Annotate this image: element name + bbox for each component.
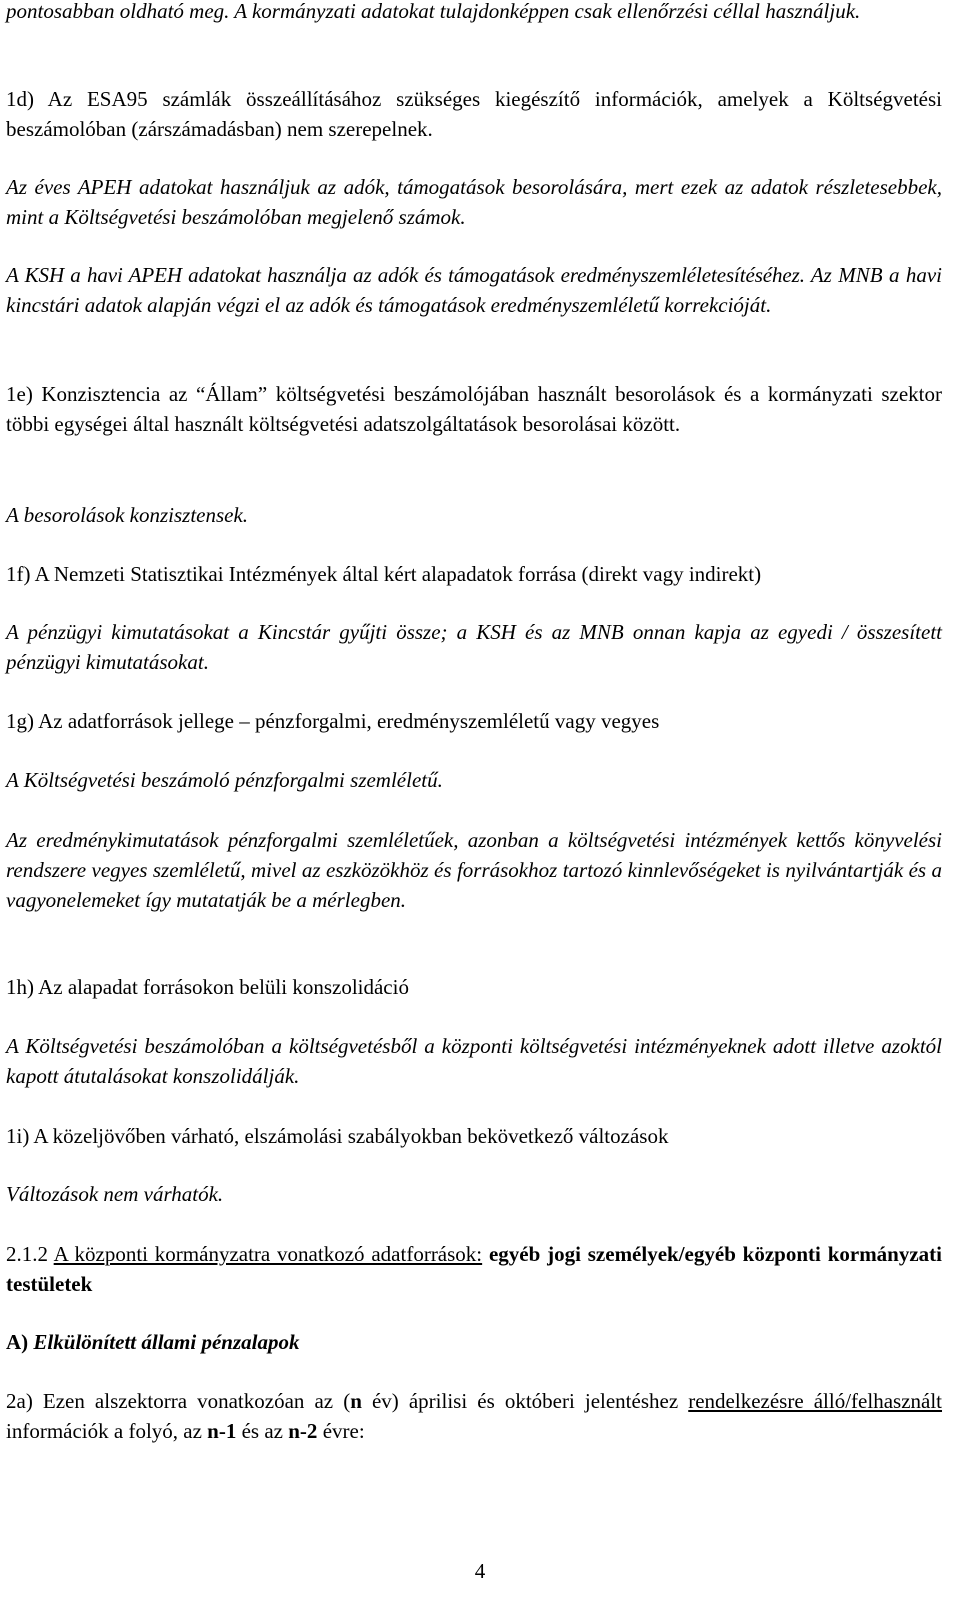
heading-A-label: A) <box>6 1330 34 1354</box>
ksh-sentence: A KSH a havi APEH adatokat használja az adók és támogatások eredményszemléletesítéséhez. <box>6 263 805 287</box>
page-number: 4 <box>474 1559 486 1583</box>
mnb-sentence: Az MNB a havi kincstári adatok alapján végzi el az adók és támogatások eredményszemléletű korrekcióját. <box>6 263 942 317</box>
p2a-n2: n-2 <box>288 1419 318 1443</box>
paragraph-valtozasok: Változások nem várhatók. <box>6 1182 224 1206</box>
paragraph-apeh: Az éves APEH adatokat használjuk az adók, támogatások besorolására, mert ezek az adatok részletesebbek, mint a Költségvetési beszámolóban megjelenő számok. <box>6 175 942 229</box>
paragraph-ksh <box>6 260 942 320</box>
p2a-text-4: és az <box>236 1419 289 1443</box>
paragraph-1h: 1h) Az alapadat forrásokon belüli konszolidáció <box>6 975 409 999</box>
paragraph-2a <box>6 1386 942 1446</box>
paragraph-besorolasok: A besorolások konzisztensek. <box>6 503 249 527</box>
paragraph-1i: 1i) A közeljövőben várható, elszámolási szabályokban bekövetkező változások <box>6 1124 669 1148</box>
paragraph-1g: 1g) Az adatforrások jellege – pénzforgalmi, eredményszemléletű vagy vegyes <box>6 709 660 733</box>
section-underlined-title: A központi kormányzatra vonatkozó adatforrások: <box>53 1242 483 1266</box>
section-number: 2.1.2 <box>6 1242 54 1266</box>
section-bold-title: egyéb jogi személyek/egyéb központi kormányzati testületek <box>6 1242 943 1296</box>
heading-2-1-2 <box>6 1239 942 1299</box>
p2a-text-3: információk a folyó, az <box>6 1419 208 1443</box>
paragraph-koltsegvetesi: A Költségvetési beszámoló pénzforgalmi szemléletű. <box>6 768 443 792</box>
paragraph-1f: 1f) A Nemzeti Statisztikai Intézmények által kért alapadatok forrása (direkt vagy indirekt) <box>6 562 762 586</box>
paragraph-1e: 1e) Konzisztencia az “Állam” költségvetési beszámolójában használt besorolások és a kormányzati szektor többi egységei által használt költségvetési adatszolgáltatások besorolásai között. <box>6 382 942 436</box>
heading-A <box>6 1327 942 1357</box>
p2a-text-1: 2a) Ezen alszektorra vonatkozóan az ( <box>6 1389 351 1413</box>
section-space <box>482 1242 489 1266</box>
paragraph-top <box>6 0 942 26</box>
paragraph-penzugyi: A pénzügyi kimutatásokat a Kincstár gyűjti össze; a KSH és az MNB onnan kapja az egyedi / összesített pénzügyi kimutatásokat. <box>6 620 942 674</box>
heading-A-title: Elkülönített állami pénzalapok <box>33 1330 300 1354</box>
paragraph-1d: 1d) Az ESA95 számlák összeállításához szükséges kiegészítő információk, amelyek a Költségvetési beszámolóban (zárszámadásban) nem szerepelnek. <box>6 87 942 141</box>
p2a-n1: n-1 <box>207 1419 237 1443</box>
paragraph-top-text: pontosabban oldható meg. A kormányzati adatokat tulajdonképpen csak ellenőrzési céllal használjuk. <box>6 0 861 23</box>
p2a-text-2: év) áprilisi és októberi jelentéshez <box>361 1389 689 1413</box>
p2a-underlined: rendelkezésre álló/felhasznált <box>688 1389 943 1413</box>
p2a-n: n <box>350 1389 362 1413</box>
paragraph-eredmeny: Az eredménykimutatások pénzforgalmi szemléletűek, azonban a költségvetési intézmények kettős könyvelési rendszere vegyes szemléletű, mivel az eszközökhöz és forrásokhoz tartozó kinnlevőségeket is nyilvántartják és a vagyonelemeket így mutatatják be a mérlegben. <box>6 828 942 912</box>
p2a-text-5: évre: <box>317 1419 365 1443</box>
paragraph-konszolidacio: A Költségvetési beszámolóban a költségvetésből a központi költségvetési intézményeknek adott illetve azoktól kapott átutalásokat konszolidálják. <box>6 1034 942 1088</box>
